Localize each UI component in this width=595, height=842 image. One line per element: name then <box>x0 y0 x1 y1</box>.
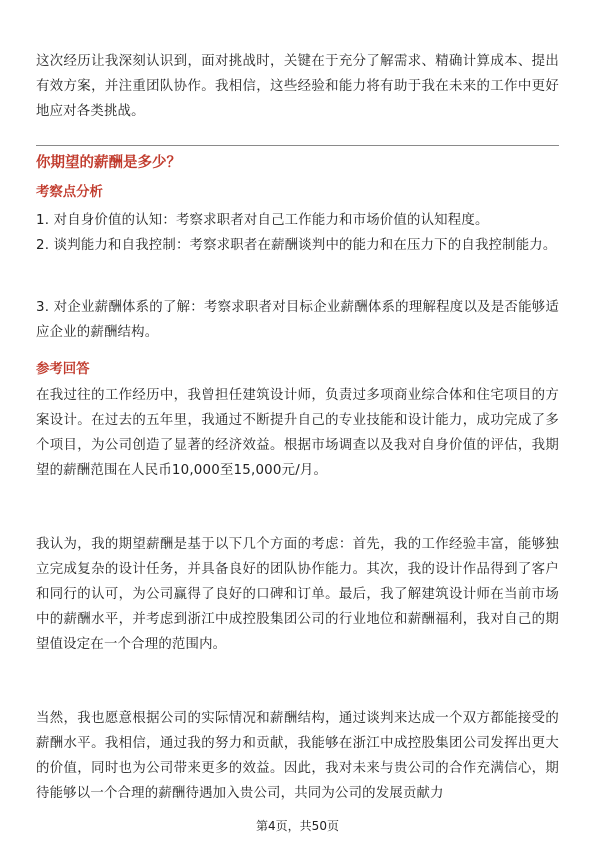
answer-paragraph-1: 在我过往的工作经历中，我曾担任建筑设计师，负责过多项商业综合体和住宅项目的方案设计。在过去的五年里，我通过不断提升自己的专业技能和设计能力，成功完成了多个项目，为公司创造了显著的经济效益。根据市场调查以及我对自身价值的评估，我期望的薪酬范围在人民币10,000至15,000元/月。 <box>36 388 559 478</box>
page-number: 第4页，共50页 <box>256 819 339 833</box>
intro-paragraph: 这次经历让我深刻认识到，面对挑战时，关键在于充分了解需求、精确计算成本、提出有效方案，并注重团队协作。我相信，这些经验和能力将有助于我在未来的工作中更好地应对各类挑战。 <box>36 54 559 119</box>
section-divider <box>36 145 559 146</box>
answer-paragraph-3: 当然，我也愿意根据公司的实际情况和薪酬结构，通过谈判来达成一个双方都能接受的薪酬水平。我相信，通过我的努力和贡献，我能够在浙江中成控股集团公司发挥出更大的价值，同时也为公司带来更多的效益。因此，我对未来与贵公司的合作充满信心，期待能够以一个合理的薪酬待遇加入贵公司，共同为公司的发展贡献力 <box>36 711 559 801</box>
analysis-point-3: 3. 对企业薪酬体系的了解：考察求职者对目标企业薪酬体系的理解程度以及是否能够适应企业的薪酬结构。 <box>36 300 559 340</box>
answer-paragraph-2: 我认为，我的期望薪酬是基于以下几个方面的考虑：首先，我的工作经验丰富，能够独立完成复杂的设计任务，并具备良好的团队协作能力。其次，我的设计作品得到了客户和同行的认可，为公司赢得了良好的口碑和订单。最后，我了解建筑设计师在当前市场中的薪酬水平，并考虑到浙江中成控股集团公司的行业地位和薪酬福利，我对自己的期望值设定在一个合理的范围内。 <box>36 537 559 652</box>
question-title: 你期望的薪酬是多少？ <box>36 155 181 171</box>
analysis-heading: 考察点分析 <box>36 185 103 200</box>
analysis-point-1: 1. 对自身价值的认知：考察求职者对自己工作能力和市场价值的认知程度。 <box>36 213 489 228</box>
analysis-point-2: 2. 谈判能力和自我控制：考察求职者在薪酬谈判中的能力和在压力下的自我控制能力。 <box>36 238 557 253</box>
answer-heading: 参考回答 <box>36 362 90 377</box>
